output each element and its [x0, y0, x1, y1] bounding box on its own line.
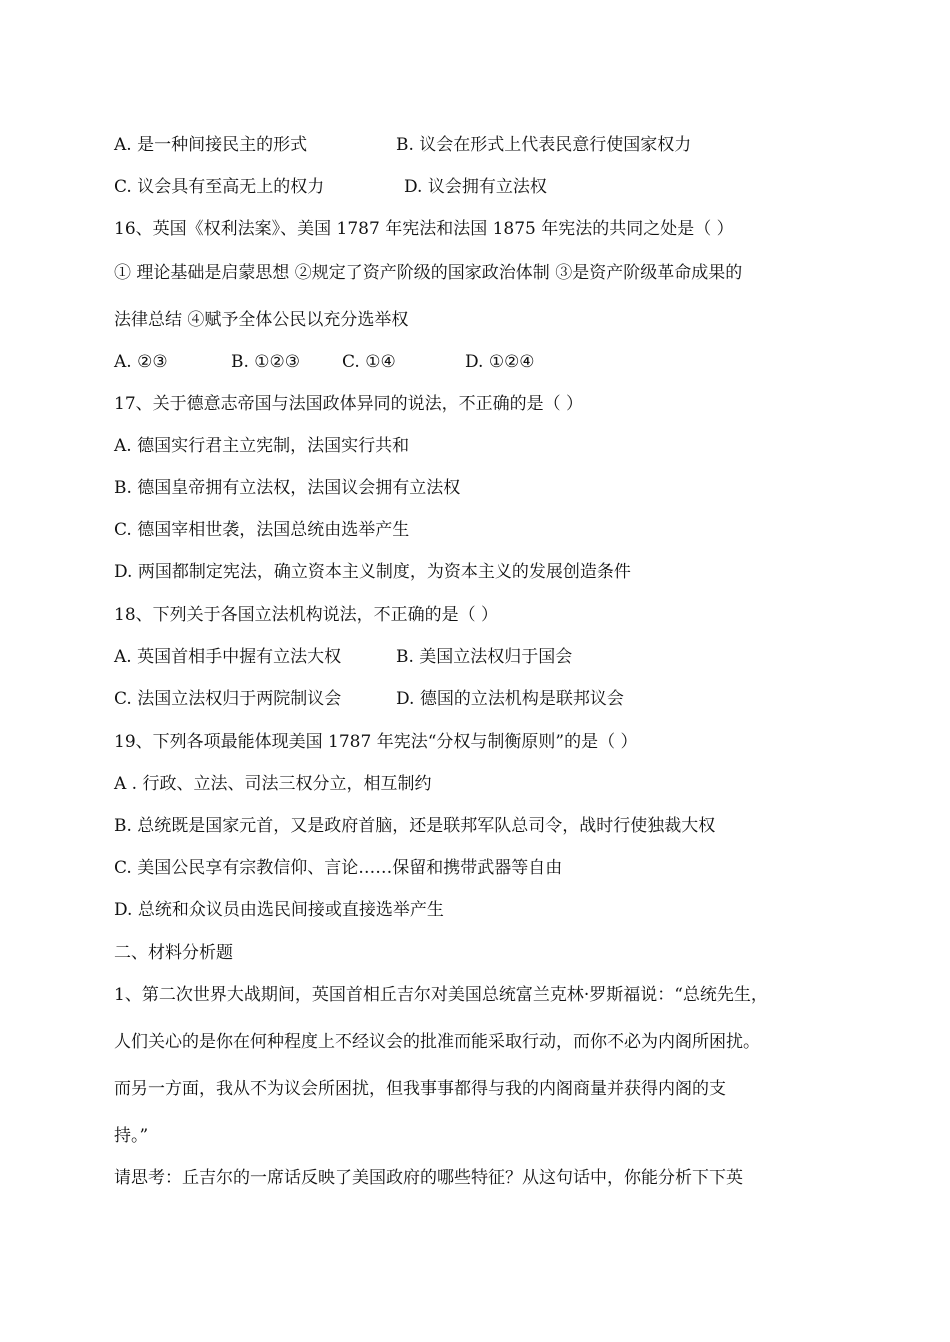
- q15-option-c: C. 议会具有至高无上的权力: [114, 177, 325, 197]
- q19-stem: 19、下列各项最能体现美国 1787 年宪法“分权与制衡原则”的是（ ）: [114, 732, 638, 752]
- q18-option-c: C. 法国立法权归于两院制议会: [114, 689, 342, 709]
- q16-statements-line-2: 法律总结 ④赋予全体公民以充分选举权: [114, 310, 409, 330]
- q16-option-d: D. ①②④: [465, 352, 535, 372]
- q16-statements-line-1: ① 理论基础是启蒙思想 ②规定了资产阶级的国家政治体制 ③是资产阶级革命成果的: [114, 263, 743, 283]
- q18-stem: 18、下列关于各国立法机构说法，不正确的是（ ）: [114, 605, 499, 625]
- q15-option-a: A. 是一种间接民主的形式: [114, 135, 308, 155]
- q18-option-a: A. 英国首相手中握有立法大权: [114, 647, 342, 667]
- q17-option-b: B. 德国皇帝拥有立法权，法国议会拥有立法权: [114, 478, 461, 498]
- q17-stem: 17、关于德意志帝国与法国政体异同的说法，不正确的是（ ）: [114, 394, 584, 414]
- q19-option-b: B. 总统既是国家元首，又是政府首脑，还是联邦军队总司令，战时行使独裁大权: [114, 816, 716, 836]
- q17-option-d: D. 两国都制定宪法，确立资本主义制度，为资本主义的发展创造条件: [114, 562, 631, 582]
- q19-option-a: A . 行政、立法、司法三权分立，相互制约: [114, 774, 432, 794]
- q16-option-c: C. ①④: [342, 352, 396, 372]
- q19-option-c: C. 美国公民享有宗教信仰、言论……保留和携带武器等自由: [114, 858, 563, 878]
- material-line-1: 1、第二次世界大战期间，英国首相丘吉尔对美国总统富兰克林·罗斯福说：“总统先生，: [114, 985, 768, 1005]
- q16-option-a: A. ②③: [114, 352, 168, 372]
- material-question: 请思考：丘吉尔的一席话反映了美国政府的哪些特征？从这句话中，你能分析下下英: [114, 1168, 743, 1188]
- q19-option-d: D. 总统和众议员由选民间接或直接选举产生: [114, 900, 444, 920]
- q15-option-d: D. 议会拥有立法权: [404, 177, 547, 197]
- q17-option-c: C. 德国宰相世袭，法国总统由选举产生: [114, 520, 410, 540]
- q16-option-b: B. ①②③: [231, 352, 301, 372]
- q15-option-b: B. 议会在形式上代表民意行使国家权力: [396, 135, 692, 155]
- q16-stem: 16、英国《权利法案》、美国 1787 年宪法和法国 1875 年宪法的共同之处是（ ）: [114, 219, 734, 239]
- material-line-2: 人们关心的是你在何种程度上不经议会的批准而能采取行动，而你不必为内阁所困扰。: [114, 1032, 760, 1052]
- material-line-4: 持。”: [114, 1126, 149, 1146]
- q18-option-d: D. 德国的立法机构是联邦议会: [396, 689, 624, 709]
- material-line-3: 而另一方面，我从不为议会所困扰，但我事事都得与我的内阁商量并获得内阁的支: [114, 1079, 726, 1099]
- q17-option-a: A. 德国实行君主立宪制，法国实行共和: [114, 436, 410, 456]
- section-heading: 二、材料分析题: [114, 943, 233, 963]
- q18-option-b: B. 美国立法权归于国会: [396, 647, 573, 667]
